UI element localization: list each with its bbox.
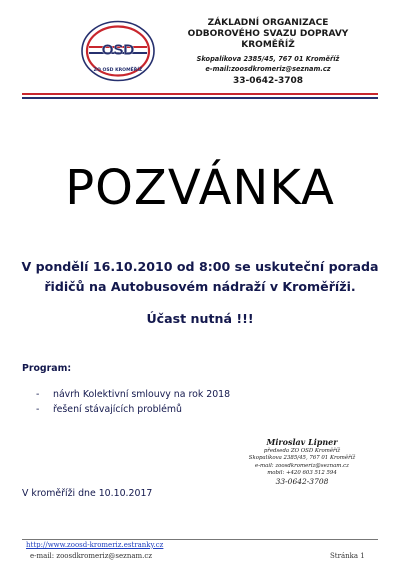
signature-block xyxy=(232,437,372,487)
footer-email: e-mail: zoosdkromeriz@seznam.cz xyxy=(30,552,153,560)
header-rule-red xyxy=(22,93,378,95)
bullet-dash: - xyxy=(36,404,40,415)
org-name-line-2: ODBOROVÉHO SVAZU DOPRAVY xyxy=(187,29,349,39)
signatory-phone: 33-0642-3708 xyxy=(275,477,329,487)
page-title: POZVÁNKA xyxy=(65,160,335,216)
org-name-line-1: ZÁKLADNÍ ORGANIZACE xyxy=(207,18,329,28)
osd-logo xyxy=(80,20,156,82)
header-rule-blue xyxy=(22,97,378,99)
invitation-line-2: řidičů na Autobusovém nádraží v Kroměříži. xyxy=(44,279,356,294)
program-item xyxy=(36,389,230,400)
date-line: V kroměříži dne 10.10.2017 xyxy=(22,488,153,499)
program-item-text: řešení stávajících problémů xyxy=(53,404,182,415)
invitation-line-1: V pondělí 16.10.2010 od 8:00 se uskuteční porada xyxy=(21,259,379,274)
logo-brand: OSD xyxy=(101,41,135,59)
bullet-dash: - xyxy=(36,389,40,400)
program-item xyxy=(36,404,182,415)
program-heading: Program: xyxy=(22,363,72,374)
signatory-email: e-mail: zoosdkromeriz@seznam.cz xyxy=(255,462,349,469)
footer-rule xyxy=(22,539,378,540)
organization-header xyxy=(178,18,358,87)
footer-web-link[interactable]: http://www.zoosd-kromeriz.estranky.cz xyxy=(26,541,164,549)
signatory-mobile: mobil: +420 603 512 594 xyxy=(267,469,337,476)
attendance-required: Účast nutná !!! xyxy=(146,311,254,326)
org-name-line-3: KROMĚŘÍŽ xyxy=(241,40,295,50)
signatory-address: Skopalíkova 2385/45, 767 01 Kroměříž xyxy=(248,455,356,462)
signatory-role: předseda ZO OSD Kroměříž xyxy=(263,448,341,454)
page-number: Stránka 1 xyxy=(330,552,365,560)
org-email: e-mail:zoosdkromeriz@seznam.cz xyxy=(205,65,331,73)
logo-caption: ZO OSD KROMĚŘÍŽ xyxy=(93,68,143,73)
org-phone: 33-0642-3708 xyxy=(232,76,304,86)
org-address: Skopalíkova 2385/45, 767 01 Kroměříž xyxy=(196,55,340,63)
program-item-text: návrh Kolektivní smlouvy na rok 2018 xyxy=(53,389,231,400)
signatory-name: Miroslav Lipner xyxy=(266,437,338,447)
